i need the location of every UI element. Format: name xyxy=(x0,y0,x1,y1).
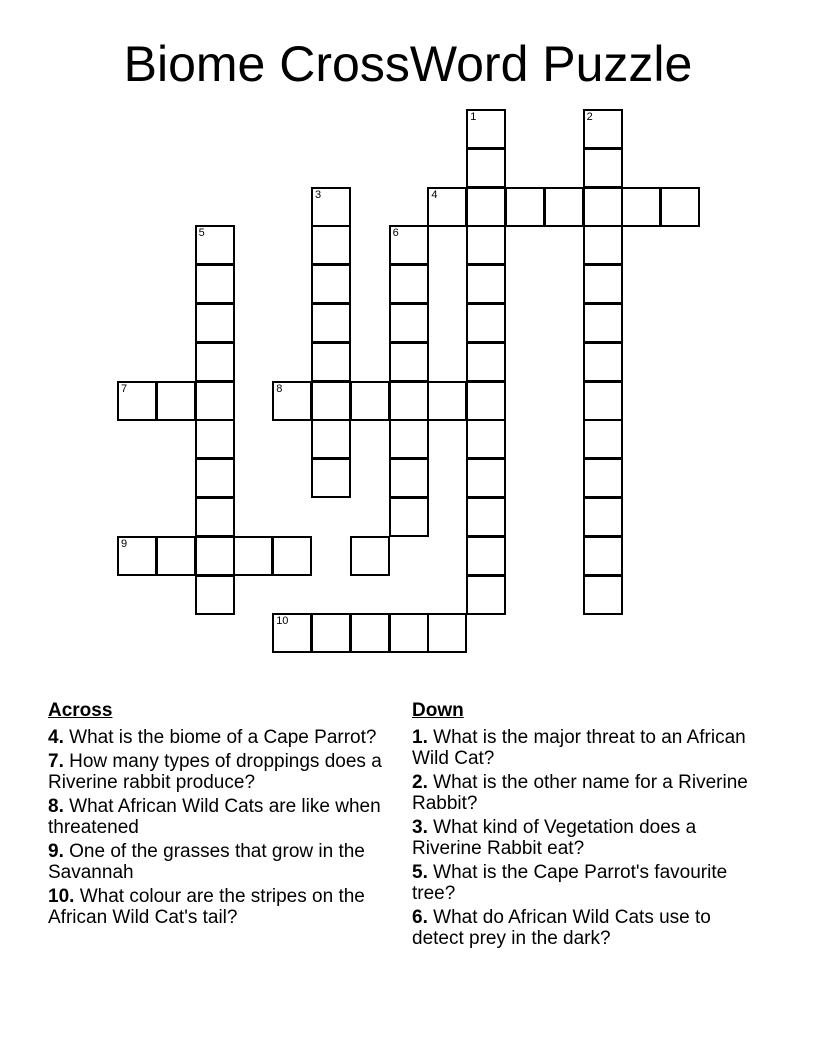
down-heading: Down xyxy=(412,700,464,721)
grid-cell[interactable] xyxy=(660,187,700,227)
grid-cell[interactable] xyxy=(195,575,235,615)
grid-cell[interactable] xyxy=(117,536,157,576)
grid-cell[interactable] xyxy=(583,419,623,459)
clue-number: 4. xyxy=(48,727,64,748)
cell-number: 4 xyxy=(431,188,438,201)
grid-cell[interactable] xyxy=(466,225,506,265)
grid-cell[interactable] xyxy=(389,225,429,265)
grid-cell[interactable] xyxy=(466,148,506,188)
clue-text: What African Wild Cats are like when threatened xyxy=(48,796,381,838)
grid-cell[interactable] xyxy=(466,419,506,459)
grid-cell[interactable] xyxy=(195,264,235,304)
grid-cell[interactable] xyxy=(311,264,351,304)
clue-across-9 xyxy=(48,841,398,883)
clue-text: How many types of droppings does a Riverine rabbit produce? xyxy=(48,751,382,793)
grid-cell[interactable] xyxy=(389,419,429,459)
grid-cell[interactable] xyxy=(311,458,351,498)
grid-cell[interactable] xyxy=(311,381,351,421)
grid-cell[interactable] xyxy=(350,536,390,576)
clue-text: What is the biome of a Cape Parrot? xyxy=(69,727,377,748)
grid-cell[interactable] xyxy=(311,613,351,653)
across-heading: Across xyxy=(48,700,113,721)
grid-cell[interactable] xyxy=(195,497,235,537)
clue-number: 5. xyxy=(412,862,428,883)
grid-cell[interactable] xyxy=(583,381,623,421)
clue-text: What is the other name for a Riverine Rabbit? xyxy=(412,772,748,814)
grid-cell[interactable] xyxy=(583,342,623,382)
grid-cell[interactable] xyxy=(583,303,623,343)
grid-cell[interactable] xyxy=(427,381,467,421)
grid-cell[interactable] xyxy=(389,458,429,498)
cell-number: 2 xyxy=(586,111,593,123)
clue-number: 2. xyxy=(412,772,428,793)
cell-number: 1 xyxy=(470,111,477,123)
clue-down-3 xyxy=(412,817,762,859)
down-clues xyxy=(412,700,762,952)
clue-across-8 xyxy=(48,796,398,838)
grid-cell[interactable] xyxy=(466,536,506,576)
clue-number: 9. xyxy=(48,841,64,862)
clue-text: What colour are the stripes on the African Wild Cat's tail? xyxy=(48,886,365,928)
clue-number: 7. xyxy=(48,751,64,772)
grid-cell[interactable] xyxy=(195,225,235,265)
grid-cell[interactable] xyxy=(233,536,273,576)
grid-cell[interactable] xyxy=(583,109,623,149)
grid-cell[interactable] xyxy=(466,342,506,382)
clue-down-2 xyxy=(412,772,762,814)
across-clues xyxy=(48,700,398,931)
grid-cell[interactable] xyxy=(156,536,196,576)
grid-cell[interactable] xyxy=(350,381,390,421)
grid-cell[interactable] xyxy=(389,342,429,382)
clue-down-1 xyxy=(412,727,762,769)
grid-cell[interactable] xyxy=(466,458,506,498)
clue-across-4 xyxy=(48,727,398,748)
grid-cell[interactable] xyxy=(583,575,623,615)
clue-number: 3. xyxy=(412,817,428,838)
grid-cell[interactable] xyxy=(156,381,196,421)
grid-cell[interactable] xyxy=(389,613,429,653)
grid-cell[interactable] xyxy=(583,187,623,227)
clue-across-7 xyxy=(48,751,398,793)
grid-cell[interactable] xyxy=(583,458,623,498)
grid-cell[interactable] xyxy=(195,419,235,459)
grid-cell[interactable] xyxy=(583,148,623,188)
cell-number: 6 xyxy=(392,227,399,240)
grid-cell[interactable] xyxy=(583,225,623,265)
grid-cell[interactable] xyxy=(466,497,506,537)
clue-text: One of the grasses that grow in the Savannah xyxy=(48,841,365,883)
clue-text: What is the major threat to an African Wild Cat? xyxy=(412,727,746,769)
cell-number: 3 xyxy=(315,188,322,201)
grid-cell[interactable] xyxy=(272,536,312,576)
grid-cell[interactable] xyxy=(389,303,429,343)
grid-cell[interactable] xyxy=(466,303,506,343)
grid-cell[interactable] xyxy=(389,381,429,421)
grid-cell[interactable] xyxy=(621,187,661,227)
grid-cell[interactable] xyxy=(505,187,545,227)
clue-across-10 xyxy=(48,886,398,928)
clue-down-6 xyxy=(412,907,762,949)
grid-cell[interactable] xyxy=(272,613,312,653)
clue-number: 10. xyxy=(48,886,75,907)
page-title: Biome CrossWord Puzzle xyxy=(123,36,693,92)
clue-text: What kind of Vegetation does a Riverine Rabbit eat? xyxy=(412,817,697,859)
grid-cell[interactable] xyxy=(311,419,351,459)
cell-number: 8 xyxy=(276,382,283,395)
clue-down-5 xyxy=(412,862,762,904)
grid-cell[interactable] xyxy=(583,536,623,576)
grid-cell[interactable] xyxy=(195,458,235,498)
clue-number: 8. xyxy=(48,796,64,817)
grid-cell[interactable] xyxy=(272,381,312,421)
clue-number: 6. xyxy=(412,907,428,928)
grid-cell[interactable] xyxy=(466,187,506,227)
clue-text: What do African Wild Cats use to detect prey in the dark? xyxy=(412,907,711,949)
clue-text: What is the Cape Parrot's favourite tree? xyxy=(412,862,728,904)
cell-number: 9 xyxy=(121,537,128,550)
grid-cell[interactable] xyxy=(389,497,429,537)
grid-cell[interactable] xyxy=(195,303,235,343)
grid-cell[interactable] xyxy=(466,575,506,615)
cell-number: 5 xyxy=(198,227,205,240)
grid-cell[interactable] xyxy=(427,613,467,653)
clue-number: 1. xyxy=(412,727,428,748)
cell-number: 7 xyxy=(121,382,128,395)
grid-cell[interactable] xyxy=(311,187,351,227)
grid-cell[interactable] xyxy=(117,381,157,421)
grid-cell[interactable] xyxy=(466,264,506,304)
grid-cell[interactable] xyxy=(466,109,506,149)
grid-cell[interactable] xyxy=(311,225,351,265)
grid-cell[interactable] xyxy=(583,264,623,304)
grid-cell[interactable] xyxy=(195,381,235,421)
grid-cell[interactable] xyxy=(195,342,235,382)
grid-cell[interactable] xyxy=(583,497,623,537)
grid-cell[interactable] xyxy=(195,536,235,576)
grid-cell[interactable] xyxy=(350,613,390,653)
cell-number: 10 xyxy=(276,615,289,628)
grid-cell[interactable] xyxy=(311,303,351,343)
grid-cell[interactable] xyxy=(311,342,351,382)
grid-cell[interactable] xyxy=(427,187,467,227)
grid-cell[interactable] xyxy=(389,264,429,304)
grid-cell[interactable] xyxy=(466,381,506,421)
grid-cell[interactable] xyxy=(544,187,584,227)
